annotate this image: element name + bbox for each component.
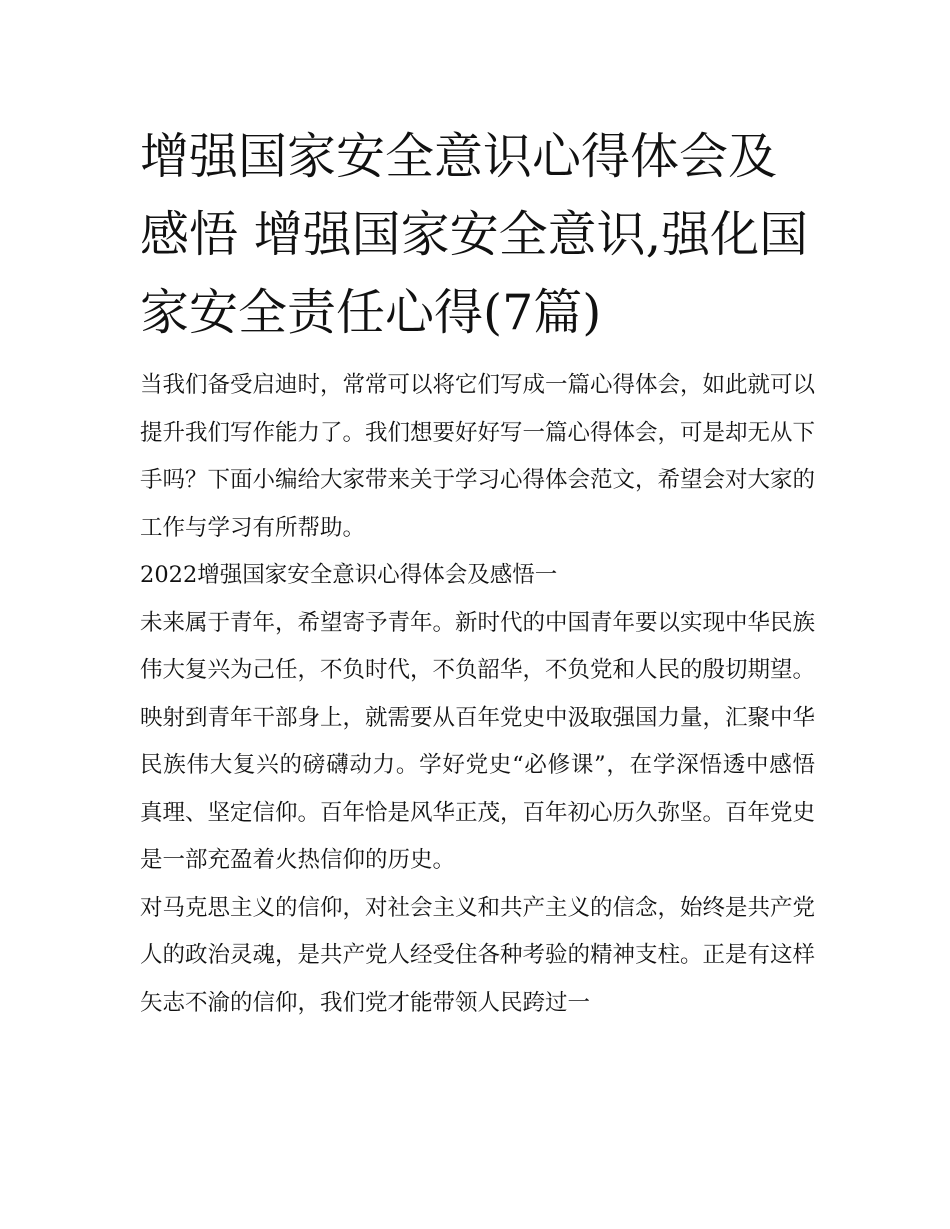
section-heading: 2022增强国家安全意识心得体会及感悟一 (140, 562, 558, 588)
document-page (140, 118, 815, 1027)
body-paragraph-2: 对马克思主义的信仰，对社会主义和共产主义的信念，始终是共产党人的政治灵魂，是共产党人经受住各种考验的精神支柱。正是有这样矢志不渝的信仰，我们党才能带领人民跨过一 (140, 894, 816, 1016)
document-body (140, 362, 815, 1027)
document-title: 增强国家安全意识心得体会及感悟 增强国家安全意识,强化国家安全责任心得(7篇) (140, 128, 809, 341)
body-paragraph-1: 未来属于青年，希望寄予青年。新时代的中国青年要以实现中华民族伟大复兴为己任，不负时代，不负韶华，不负党和人民的殷切期望。映射到青年干部身上，就需要从百年党史中汲取强国力量，汇聚中华民族伟大复兴的磅礴动力。学好党史“必修课”，在学深悟透中感悟真理、坚定信仰。百年恰是风华正茂，百年初心历久弥坚。百年党史是一部充盈着火热信仰的历史。 (140, 609, 816, 873)
intro-paragraph: 当我们备受启迪时，常常可以将它们写成一篇心得体会，如此就可以提升我们写作能力了。我们想要好好写一篇心得体会，可是却无从下手吗？下面小编给大家带来关于学习心得体会范文，希望会对大家的工作与学习有所帮助。 (140, 372, 816, 541)
